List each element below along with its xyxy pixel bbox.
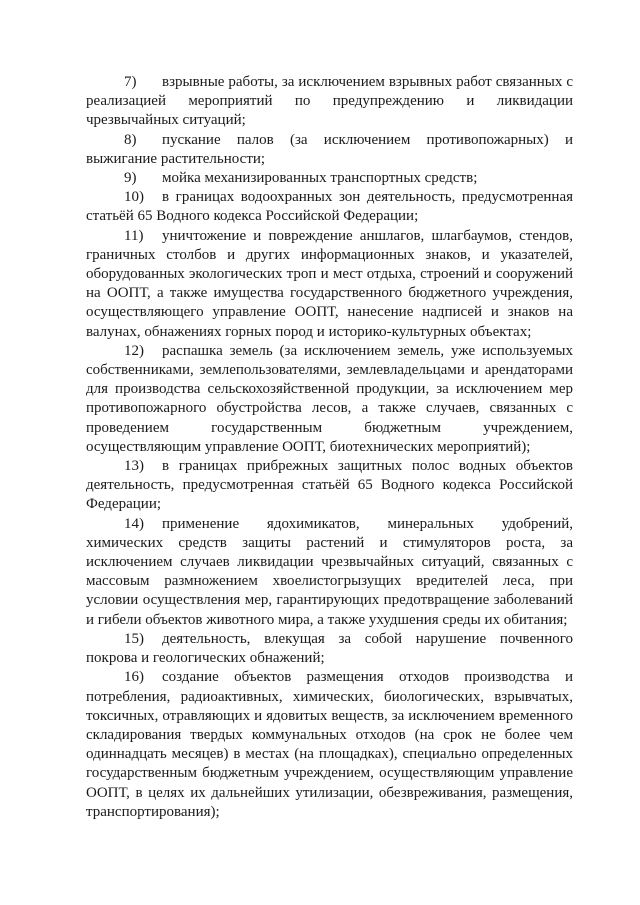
list-item-11	[86, 227, 573, 342]
list-item-12	[86, 342, 573, 457]
item-number: 12)	[124, 342, 144, 359]
item-text: создание объектов размещения отходов производства и потребления, радиоактивных, химических, биологических, взрывчатых, токсичных, отравляющих и ядовитых веществ, за исключением временного складирования твердых коммунальных отходов (на срок не более чем одиннадцать месяцев) в местах (на площадках), специально определенных государственным бюджетным учреждением, осуществляющим управление ООПТ, в целях их дальнейших утилизации, обезвреживания, размещения, транспортирования);	[86, 669, 573, 820]
item-text: уничтожение и повреждение аншлагов, шлагбаумов, стендов, граничных столбов и других информационных знаков, и указателей, оборудованных экологических троп и мест отдыха, строений и сооружений на ООПТ, а также имущества государственного бюджетного учреждения, осуществляющего управление ООПТ, нанесение надписей и знаков на валунах, обнажениях горных пород и историко-культурных объектах;	[86, 227, 573, 340]
list-item-16	[86, 668, 573, 822]
item-number: 10)	[124, 189, 144, 206]
item-text: распашка земель (за исключением земель, уже используемых собственниками, землепользователями, землевладельцами и арендаторами для производства сельскохозяйственной продукции, за исключением мер противопожарного обустройства лесов, а также случаев, связанных с проведением государственным бюджетным учреждением, осуществляющим управление ООПТ, биотехнических мероприятий);	[86, 342, 573, 455]
item-text: пускание палов (за исключением противопожарных) и выжигание растительности;	[86, 131, 573, 167]
item-number: 14)	[124, 515, 144, 532]
item-text: применение ядохимикатов, минеральных удобрений, химических средств защиты растений и стимуляторов роста, за исключением случаев ликвидации чрезвычайных ситуаций, связанных с массовым размножением хвоелистогрызущих вредителей леса, при условии осуществления мер, гарантирующих предотвращение заболеваний и гибели объектов животного мира, а также ухудшения среды их обитания;	[86, 515, 573, 628]
document-page	[86, 73, 573, 822]
item-text: деятельность, влекущая за собой нарушение почвенного покрова и геологических обнажений;	[86, 630, 573, 667]
list-item-9	[86, 169, 573, 188]
item-number: 16)	[124, 669, 144, 686]
list-item-15	[86, 630, 573, 668]
item-number: 9)	[124, 170, 137, 187]
item-number: 13)	[124, 458, 144, 475]
item-number: 15)	[124, 630, 144, 647]
item-text: взрывные работы, за исключением взрывных работ связанных с реализацией мероприятий по предупреждению и ликвидации чрезвычайных ситуаций;	[86, 74, 573, 129]
list-item-13	[86, 457, 573, 515]
item-text: мойка механизированных транспортных средств;	[162, 170, 478, 187]
list-item-14	[86, 515, 573, 630]
item-number: 7)	[124, 74, 137, 90]
list-item-8	[86, 131, 573, 169]
list-item-7	[86, 73, 573, 131]
item-text: в границах прибрежных защитных полос водных объектов деятельность, предусмотренная статьёй 65 Водного кодекса Российской Федерации;	[86, 458, 573, 513]
item-text: в границах водоохранных зон деятельность, предусмотренная статьёй 65 Водного кодекса Российской Федерации;	[86, 189, 573, 225]
item-number: 11)	[124, 227, 144, 244]
item-number: 8)	[124, 131, 137, 148]
list-item-10	[86, 188, 573, 226]
